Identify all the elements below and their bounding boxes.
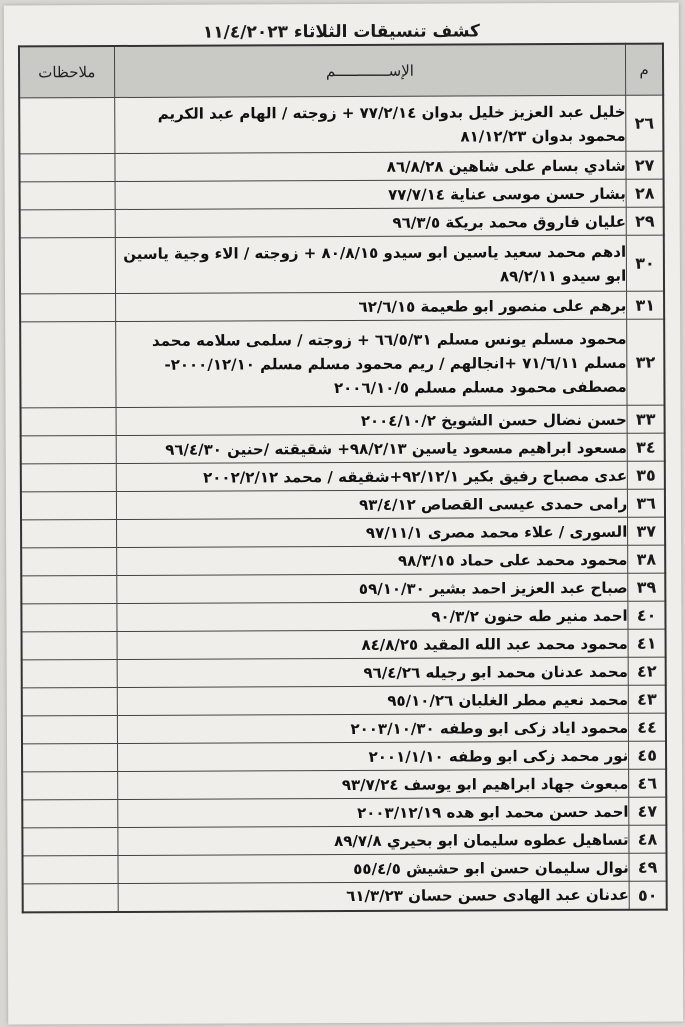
- row-number: ٤٣: [628, 685, 665, 713]
- row-name: محمود مسلم يونس مسلم ٦٦/٥/٣١ + زوجته / سلمى سلامه محمد مسلم ٧١/٦/١١ +انجالهم / ريم محمود مسلم مسلم ٢٠٠٠/١٢/١٠- مصطفى محمود مسلم مسلم ٢٠٠٦/١٠/٥: [115, 319, 627, 407]
- table-row: [19, 151, 663, 182]
- row-name: احمد منير طه حنون ٩٠/٣/٢: [116, 601, 628, 631]
- row-name: عدنان عبد الهادى حسن حسان ٦١/٣/٢٣: [118, 881, 630, 911]
- row-number: ٣٧: [628, 517, 665, 545]
- row-name: محمد نعيم مطر الغلبان ٩٥/١٠/٢٦: [117, 685, 629, 715]
- row-notes: [22, 827, 117, 855]
- table-row: [21, 405, 665, 436]
- row-name: السورى / علاء محمد مصرى ٩٧/١١/١: [116, 517, 628, 547]
- row-number: ٣٥: [628, 461, 665, 489]
- row-notes: [21, 463, 116, 491]
- row-number: ٣٦: [628, 489, 665, 517]
- row-notes: [20, 181, 115, 209]
- row-name: عليان فاروق محمد بريكة ٩٦/٣/٥: [115, 207, 627, 237]
- row-name: احمد حسن محمد ابو هده ٢٠٠٣/١٢/١٩: [117, 797, 629, 827]
- table-row: [20, 291, 664, 322]
- row-notes: [22, 771, 117, 799]
- row-name: شادي بسام على شاهين ٨٦/٨/٢٨: [114, 151, 626, 181]
- paper-sheet: [4, 3, 683, 1025]
- row-notes: [22, 799, 117, 827]
- row-number: ٤٦: [629, 769, 666, 797]
- table-row: [21, 433, 665, 464]
- row-name: صباح عبد العزيز احمد بشير ٥٩/١٠/٣٠: [116, 573, 628, 603]
- row-notes: [22, 855, 117, 883]
- table-row: [22, 629, 666, 660]
- row-number: ٤١: [628, 629, 665, 657]
- table-row: [21, 573, 665, 604]
- row-name: نوال سليمان حسن ابو حشيش ٥٥/٤/٥: [118, 853, 630, 883]
- row-name: بشار حسن موسى عناية ٧٧/٧/١٤: [115, 179, 627, 209]
- table-row: [21, 489, 665, 520]
- table-row: [22, 769, 666, 800]
- row-name: عدى مصباح رفيق بكير ٩٢/١٢/١+شقيقه / محمد ٢٠٠٢/٢/١٢: [116, 461, 628, 491]
- row-name: برهم على منصور ابو طعيمة ٦٢/٦/١٥: [115, 291, 627, 321]
- table-header-row: [19, 44, 663, 98]
- row-name: مسعود ابراهيم مسعود ياسين ٩٨/٢/١٣+ شقيقته /حنين ٩٦/٤/٣٠: [116, 433, 628, 463]
- row-notes: [22, 715, 117, 743]
- row-notes: [20, 209, 115, 237]
- row-notes: [19, 97, 114, 153]
- table-row: [20, 179, 664, 210]
- table-row: [22, 685, 666, 716]
- row-notes: [22, 687, 117, 715]
- table-row: [20, 235, 664, 294]
- row-number: ٥٠: [629, 881, 666, 909]
- row-number: ٣٩: [628, 573, 665, 601]
- row-number: ٢٧: [626, 151, 663, 179]
- row-name: حسن نضال حسن الشويخ ٢٠٠٤/١٠/٢: [116, 405, 628, 435]
- table-row: [21, 517, 665, 548]
- row-number: ٣٤: [627, 433, 664, 461]
- table-body: [19, 95, 667, 912]
- row-name: مبعوث جهاد ابراهيم ابو يوسف ٩٣/٧/٢٤: [117, 769, 629, 799]
- table-row: [22, 657, 666, 688]
- table-row: [22, 825, 666, 856]
- table-row: [23, 881, 667, 912]
- table-row: [21, 461, 665, 492]
- row-name: ادهم محمد سعيد ياسين ابو سيدو ٨٠/٨/١٥ + زوجته / الاء وجية ياسين ابو سيدو ٨٩/٢/١١: [115, 235, 627, 293]
- row-number: ٣٢: [627, 319, 665, 405]
- row-number: ٣٨: [628, 545, 665, 573]
- table-row: [22, 713, 666, 744]
- page-title: كشف تنسيقات الثلاثاء ١١/٤/٢٠٢٣: [202, 21, 480, 43]
- row-notes: [20, 237, 115, 293]
- table-row: [22, 853, 666, 884]
- row-name: نور محمد زكى ابو وطفه ٢٠٠١/١/١٠: [117, 741, 629, 771]
- row-notes: [19, 153, 114, 181]
- row-notes: [21, 575, 116, 603]
- row-notes: [21, 491, 116, 519]
- row-number: ٤٨: [629, 825, 666, 853]
- header-number: م: [626, 44, 663, 96]
- row-name: محمود محمد على حماد ٩٨/٣/١٥: [116, 545, 628, 575]
- row-name: خليل عبد العزيز خليل بدوان ٧٧/٢/١٤ + زوجته / الهام عبد الكريم محمود بدوان ٨١/١٢/٢٣: [114, 95, 626, 153]
- row-notes: [21, 407, 116, 435]
- row-notes: [20, 321, 115, 407]
- row-number: ٤٢: [628, 657, 665, 685]
- table-row: [20, 207, 664, 238]
- row-number: ٢٩: [626, 207, 663, 235]
- row-notes: [23, 883, 118, 911]
- table-row: [20, 319, 664, 408]
- row-number: ٤٧: [629, 797, 666, 825]
- header-notes: ملاحظات: [19, 46, 114, 98]
- row-notes: [21, 519, 116, 547]
- row-number: ٤٥: [629, 741, 666, 769]
- row-notes: [20, 293, 115, 321]
- row-number: ٣١: [627, 291, 664, 319]
- row-notes: [22, 659, 117, 687]
- row-number: ٢٨: [626, 179, 663, 207]
- row-notes: [21, 547, 116, 575]
- row-number: ٣٣: [627, 405, 664, 433]
- row-notes: [21, 435, 116, 463]
- row-notes: [22, 631, 117, 659]
- row-name: محمد عدنان محمد ابو رجيله ٩٦/٤/٢٦: [117, 657, 629, 687]
- row-number: ٤٩: [629, 853, 666, 881]
- row-name: محمود اياد زكى ابو وطفه ٢٠٠٣/١٠/٣٠: [117, 713, 629, 743]
- table-row: [19, 95, 663, 154]
- row-notes: [22, 743, 117, 771]
- table-row: [21, 545, 665, 576]
- table-row: [22, 741, 666, 772]
- row-name: محمود محمد عبد الله المقيد ٨٤/٨/٢٥: [117, 629, 629, 659]
- row-number: ٤٤: [629, 713, 666, 741]
- row-name: تساهيل عطوه سليمان ابو بحيري ٨٩/٧/٨: [117, 825, 629, 855]
- coordination-table: [18, 43, 668, 913]
- table-row: [22, 797, 666, 828]
- row-number: ٤٠: [628, 601, 665, 629]
- row-number: ٣٠: [627, 235, 665, 291]
- header-name: الإســــــــــــم: [114, 44, 626, 98]
- row-name: رامى حمدى عيسى القصاص ٩٣/٤/١٢: [116, 489, 628, 519]
- row-notes: [21, 603, 116, 631]
- row-number: ٢٦: [626, 95, 664, 151]
- table-row: [21, 601, 665, 632]
